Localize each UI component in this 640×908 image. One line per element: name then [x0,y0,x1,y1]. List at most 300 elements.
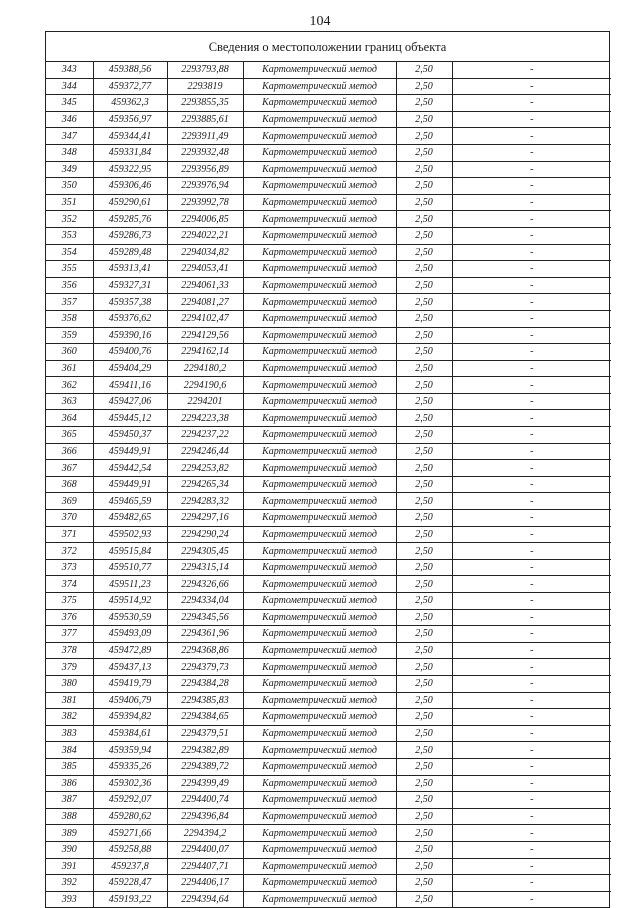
point-number-cell: 382 [46,709,93,726]
x-coordinate-cell: 459449,91 [93,476,167,493]
y-coordinate-cell: 2294081,27 [167,294,243,311]
table-row [46,559,611,576]
table-row [46,377,611,394]
method-cell: Картометрический метод [243,410,396,427]
method-cell: Картометрический метод [243,310,396,327]
description-cell: - [452,460,611,477]
table-row [46,144,611,161]
accuracy-cell: 2,50 [396,393,452,410]
accuracy-cell: 2,50 [396,111,452,128]
table-row [46,526,611,543]
accuracy-cell: 2,50 [396,659,452,676]
accuracy-cell: 2,50 [396,559,452,576]
method-cell: Картометрический метод [243,642,396,659]
point-number-cell: 389 [46,825,93,842]
method-cell: Картометрический метод [243,709,396,726]
x-coordinate-cell: 459271,66 [93,825,167,842]
description-cell: - [452,609,611,626]
y-coordinate-cell: 2294297,16 [167,510,243,527]
point-number-cell: 391 [46,858,93,875]
table-row [46,692,611,709]
x-coordinate-cell: 459482,65 [93,510,167,527]
boundary-table-sheet [45,31,610,908]
x-coordinate-cell: 459404,29 [93,360,167,377]
y-coordinate-cell: 2294399,49 [167,775,243,792]
accuracy-cell: 2,50 [396,775,452,792]
method-cell: Картометрический метод [243,244,396,261]
accuracy-cell: 2,50 [396,360,452,377]
accuracy-cell: 2,50 [396,808,452,825]
table-row [46,775,611,792]
method-cell: Картометрический метод [243,675,396,692]
y-coordinate-cell: 2294326,66 [167,576,243,593]
y-coordinate-cell: 2293819 [167,78,243,95]
x-coordinate-cell: 459356,97 [93,111,167,128]
x-coordinate-cell: 459390,16 [93,327,167,344]
accuracy-cell: 2,50 [396,543,452,560]
accuracy-cell: 2,50 [396,626,452,643]
y-coordinate-cell: 2293885,61 [167,111,243,128]
method-cell: Картометрический метод [243,543,396,560]
accuracy-cell: 2,50 [396,510,452,527]
point-number-cell: 372 [46,543,93,560]
accuracy-cell: 2,50 [396,825,452,842]
method-cell: Картометрический метод [243,111,396,128]
table-row [46,427,611,444]
point-number-cell: 346 [46,111,93,128]
x-coordinate-cell: 459359,94 [93,742,167,759]
table-row [46,277,611,294]
y-coordinate-cell: 2294034,82 [167,244,243,261]
table-row [46,327,611,344]
y-coordinate-cell: 2294382,89 [167,742,243,759]
point-number-cell: 381 [46,692,93,709]
y-coordinate-cell: 2294223,38 [167,410,243,427]
description-cell: - [452,493,611,510]
point-number-cell: 370 [46,510,93,527]
x-coordinate-cell: 459289,48 [93,244,167,261]
accuracy-cell: 2,50 [396,476,452,493]
description-cell: - [452,526,611,543]
table-row [46,111,611,128]
method-cell: Картометрический метод [243,261,396,278]
method-cell: Картометрический метод [243,758,396,775]
point-number-cell: 364 [46,410,93,427]
y-coordinate-cell: 2294246,44 [167,443,243,460]
y-coordinate-cell: 2293855,35 [167,95,243,112]
y-coordinate-cell: 2294379,73 [167,659,243,676]
x-coordinate-cell: 459362,3 [93,95,167,112]
table-row [46,875,611,892]
accuracy-cell: 2,50 [396,178,452,195]
method-cell: Картометрический метод [243,725,396,742]
accuracy-cell: 2,50 [396,709,452,726]
accuracy-cell: 2,50 [396,277,452,294]
accuracy-cell: 2,50 [396,875,452,892]
x-coordinate-cell: 459280,62 [93,808,167,825]
description-cell: - [452,360,611,377]
point-number-cell: 373 [46,559,93,576]
method-cell: Картометрический метод [243,659,396,676]
y-coordinate-cell: 2294385,83 [167,692,243,709]
description-cell: - [452,294,611,311]
accuracy-cell: 2,50 [396,128,452,145]
description-cell: - [452,111,611,128]
y-coordinate-cell: 2294022,21 [167,227,243,244]
y-coordinate-cell: 2294237,22 [167,427,243,444]
x-coordinate-cell: 459322,95 [93,161,167,178]
table-row [46,443,611,460]
description-cell: - [452,211,611,228]
method-cell: Картометрический метод [243,841,396,858]
point-number-cell: 374 [46,576,93,593]
table-row [46,858,611,875]
point-number-cell: 380 [46,675,93,692]
accuracy-cell: 2,50 [396,294,452,311]
x-coordinate-cell: 459313,41 [93,261,167,278]
method-cell: Картометрический метод [243,78,396,95]
y-coordinate-cell: 2294265,34 [167,476,243,493]
y-coordinate-cell: 2294305,45 [167,543,243,560]
table-row [46,543,611,560]
method-cell: Картометрический метод [243,858,396,875]
table-row [46,227,611,244]
y-coordinate-cell: 2294400,07 [167,841,243,858]
description-cell: - [452,377,611,394]
point-number-cell: 348 [46,144,93,161]
table-row [46,211,611,228]
accuracy-cell: 2,50 [396,78,452,95]
description-cell: - [452,443,611,460]
table-row [46,410,611,427]
accuracy-cell: 2,50 [396,725,452,742]
accuracy-cell: 2,50 [396,310,452,327]
point-number-cell: 351 [46,194,93,211]
y-coordinate-cell: 2294396,84 [167,808,243,825]
table-row [46,310,611,327]
method-cell: Картометрический метод [243,62,396,78]
point-number-cell: 379 [46,659,93,676]
table-row [46,128,611,145]
x-coordinate-cell: 459450,37 [93,427,167,444]
accuracy-cell: 2,50 [396,227,452,244]
accuracy-cell: 2,50 [396,858,452,875]
table-row [46,493,611,510]
x-coordinate-cell: 459449,91 [93,443,167,460]
accuracy-cell: 2,50 [396,443,452,460]
description-cell: - [452,559,611,576]
page-number: 104 [309,14,331,29]
method-cell: Картометрический метод [243,443,396,460]
x-coordinate-cell: 459228,47 [93,875,167,892]
method-cell: Картометрический метод [243,576,396,593]
description-cell: - [452,161,611,178]
table-row [46,476,611,493]
y-coordinate-cell: 2294361,96 [167,626,243,643]
y-coordinate-cell: 2294334,04 [167,593,243,610]
table-row [46,609,611,626]
y-coordinate-cell: 2293932,48 [167,144,243,161]
point-number-cell: 390 [46,841,93,858]
method-cell: Картометрический метод [243,327,396,344]
description-cell: - [452,626,611,643]
point-number-cell: 360 [46,344,93,361]
y-coordinate-cell: 2294394,2 [167,825,243,842]
x-coordinate-cell: 459302,36 [93,775,167,792]
x-coordinate-cell: 459388,56 [93,62,167,78]
y-coordinate-cell: 2294162,14 [167,344,243,361]
x-coordinate-cell: 459306,46 [93,178,167,195]
table-row [46,261,611,278]
table-row [46,194,611,211]
table-row [46,95,611,112]
point-number-cell: 363 [46,393,93,410]
x-coordinate-cell: 459237,8 [93,858,167,875]
accuracy-cell: 2,50 [396,526,452,543]
point-number-cell: 378 [46,642,93,659]
y-coordinate-cell: 2294345,56 [167,609,243,626]
accuracy-cell: 2,50 [396,62,452,78]
x-coordinate-cell: 459331,84 [93,144,167,161]
description-cell: - [452,227,611,244]
method-cell: Картометрический метод [243,526,396,543]
point-number-cell: 350 [46,178,93,195]
description-cell: - [452,344,611,361]
method-cell: Картометрический метод [243,294,396,311]
point-number-cell: 344 [46,78,93,95]
point-number-cell: 361 [46,360,93,377]
x-coordinate-cell: 459193,22 [93,891,167,907]
accuracy-cell: 2,50 [396,576,452,593]
accuracy-cell: 2,50 [396,410,452,427]
point-number-cell: 347 [46,128,93,145]
table-row [46,78,611,95]
x-coordinate-cell: 459384,61 [93,725,167,742]
point-number-cell: 343 [46,62,93,78]
x-coordinate-cell: 459510,77 [93,559,167,576]
x-coordinate-cell: 459493,09 [93,626,167,643]
y-coordinate-cell: 2294102,47 [167,310,243,327]
x-coordinate-cell: 459292,07 [93,792,167,809]
y-coordinate-cell: 2293956,89 [167,161,243,178]
description-cell: - [452,144,611,161]
table-row [46,825,611,842]
point-number-cell: 383 [46,725,93,742]
description-cell: - [452,742,611,759]
point-number-cell: 357 [46,294,93,311]
y-coordinate-cell: 2293992,78 [167,194,243,211]
accuracy-cell: 2,50 [396,244,452,261]
point-number-cell: 386 [46,775,93,792]
table-row [46,675,611,692]
x-coordinate-cell: 459344,41 [93,128,167,145]
point-number-cell: 356 [46,277,93,294]
x-coordinate-cell: 459411,16 [93,377,167,394]
table-row [46,709,611,726]
accuracy-cell: 2,50 [396,327,452,344]
x-coordinate-cell: 459530,59 [93,609,167,626]
point-number-cell: 362 [46,377,93,394]
accuracy-cell: 2,50 [396,841,452,858]
description-cell: - [452,62,611,78]
accuracy-cell: 2,50 [396,742,452,759]
description-cell: - [452,261,611,278]
table-row [46,360,611,377]
accuracy-cell: 2,50 [396,493,452,510]
method-cell: Картометрический метод [243,128,396,145]
point-number-cell: 366 [46,443,93,460]
y-coordinate-cell: 2294283,32 [167,493,243,510]
point-number-cell: 384 [46,742,93,759]
accuracy-cell: 2,50 [396,792,452,809]
description-cell: - [452,808,611,825]
accuracy-cell: 2,50 [396,891,452,907]
method-cell: Картометрический метод [243,194,396,211]
method-cell: Картометрический метод [243,493,396,510]
x-coordinate-cell: 459406,79 [93,692,167,709]
y-coordinate-cell: 2294389,72 [167,758,243,775]
point-number-cell: 358 [46,310,93,327]
point-number-cell: 387 [46,792,93,809]
description-cell: - [452,476,611,493]
table-row [46,460,611,477]
table-row [46,178,611,195]
x-coordinate-cell: 459511,23 [93,576,167,593]
table-row [46,742,611,759]
y-coordinate-cell: 2294180,2 [167,360,243,377]
x-coordinate-cell: 459445,12 [93,410,167,427]
table-title: Сведения о местоположении границ объекта [46,32,609,62]
y-coordinate-cell: 2294394,64 [167,891,243,907]
description-cell: - [530,893,534,905]
y-coordinate-cell: 2294407,71 [167,858,243,875]
x-coordinate-cell: 459335,26 [93,758,167,775]
method-cell: Картометрический метод [243,211,396,228]
x-coordinate-cell: 459514,92 [93,593,167,610]
description-cell: - [452,310,611,327]
method-cell: Картометрический метод [243,377,396,394]
description-cell: - [452,875,611,892]
description-cell: - [452,327,611,344]
point-number-cell: 393 [46,891,93,907]
y-coordinate-cell: 2293976,94 [167,178,243,195]
accuracy-cell: 2,50 [396,427,452,444]
x-coordinate-cell: 459327,31 [93,277,167,294]
y-coordinate-cell: 2294400,74 [167,792,243,809]
point-number-cell: 376 [46,609,93,626]
y-coordinate-cell: 2294384,28 [167,675,243,692]
coordinates-table [46,62,611,907]
x-coordinate-cell: 459290,61 [93,194,167,211]
x-coordinate-cell: 459286,73 [93,227,167,244]
point-number-cell: 385 [46,758,93,775]
accuracy-cell: 2,50 [396,609,452,626]
x-coordinate-cell: 459357,38 [93,294,167,311]
table-row [46,244,611,261]
description-cell: - [452,427,611,444]
table-row [46,62,611,78]
accuracy-cell: 2,50 [396,675,452,692]
accuracy-cell: 2,50 [396,95,452,112]
table-row [46,725,611,742]
y-coordinate-cell: 2294190,6 [167,377,243,394]
accuracy-cell: 2,50 [396,144,452,161]
x-coordinate-cell: 459502,93 [93,526,167,543]
table-row [46,593,611,610]
table-row [46,393,611,410]
description-cell: - [452,593,611,610]
description-cell: - [452,675,611,692]
table-row [46,626,611,643]
description-cell: - [452,194,611,211]
accuracy-cell: 2,50 [396,261,452,278]
y-coordinate-cell: 2294290,24 [167,526,243,543]
y-coordinate-cell: 2294384,65 [167,709,243,726]
x-coordinate-cell: 459515,84 [93,543,167,560]
accuracy-cell: 2,50 [396,377,452,394]
x-coordinate-cell: 459258,88 [93,841,167,858]
description-cell: - [452,128,611,145]
method-cell: Картометрический метод [243,825,396,842]
method-cell: Картометрический метод [243,460,396,477]
description-cell: - [452,510,611,527]
x-coordinate-cell: 459442,54 [93,460,167,477]
method-cell: Картометрический метод [243,344,396,361]
method-cell: Картометрический метод [243,144,396,161]
description-cell: - [452,576,611,593]
y-coordinate-cell: 2294053,41 [167,261,243,278]
method-cell: Картометрический метод [243,775,396,792]
table-row [46,659,611,676]
y-coordinate-cell: 2294315,14 [167,559,243,576]
y-coordinate-cell: 2294379,51 [167,725,243,742]
description-cell: - [452,841,611,858]
point-number-cell: 349 [46,161,93,178]
description-cell: - [452,244,611,261]
method-cell: Картометрический метод [243,609,396,626]
point-number-cell: 368 [46,476,93,493]
accuracy-cell: 2,50 [396,460,452,477]
method-cell: Картометрический метод [243,742,396,759]
y-coordinate-cell: 2293911,49 [167,128,243,145]
accuracy-cell: 2,50 [396,593,452,610]
x-coordinate-cell: 459437,13 [93,659,167,676]
y-coordinate-cell: 2294368,86 [167,642,243,659]
table-row [46,576,611,593]
point-number-cell: 365 [46,427,93,444]
y-coordinate-cell: 2294406,17 [167,875,243,892]
point-number-cell: 352 [46,211,93,228]
x-coordinate-cell: 459419,79 [93,675,167,692]
x-coordinate-cell: 459285,76 [93,211,167,228]
method-cell: Картометрический метод [243,875,396,892]
description-cell: - [452,178,611,195]
table-body [46,62,611,907]
table-row [46,758,611,775]
point-number-cell: 353 [46,227,93,244]
point-number-cell: 359 [46,327,93,344]
x-coordinate-cell: 459465,59 [93,493,167,510]
method-cell: Картометрический метод [243,808,396,825]
accuracy-cell: 2,50 [396,194,452,211]
method-cell: Картометрический метод [243,626,396,643]
method-cell: Картометрический метод [243,593,396,610]
accuracy-cell: 2,50 [396,211,452,228]
description-cell: - [452,410,611,427]
y-coordinate-cell: 2293793,88 [167,62,243,78]
accuracy-cell: 2,50 [396,344,452,361]
accuracy-cell: 2,50 [396,692,452,709]
